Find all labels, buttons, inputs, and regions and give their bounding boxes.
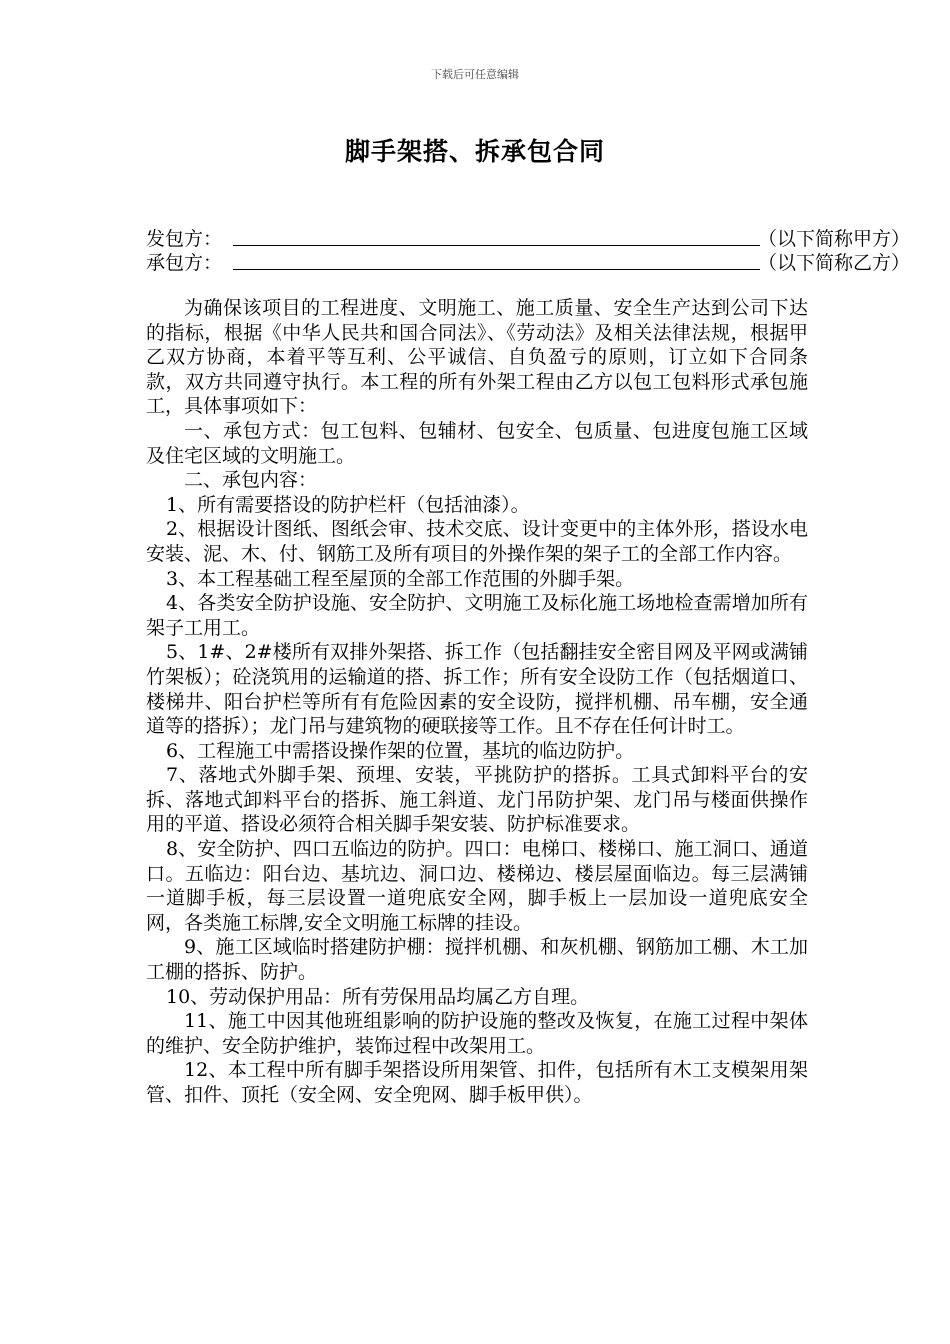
paragraph-item-3: 3、本工程基础工程至屋顶的全部工作范围的外脚手架。 [166, 567, 635, 590]
paragraph-item-1: 1、所有需要搭设的防护栏杆（包括油漆）。 [166, 493, 530, 516]
paragraph-item-12: 12、本工程中所有脚手架搭设所用架管、扣件，包括所有木工支模架用架管、扣件、顶托（安全网、安全兜网、脚手板甲供）。 [146, 1059, 808, 1106]
paragraph-section-1: 一、承包方式：包工包料、包辅材、包安全、包质量、包进度包施工区域及住宅区域的文明施工。 [146, 419, 808, 467]
party-suffix: （以下简称甲方） [758, 228, 911, 250]
party-suffix: （以下简称乙方） [758, 252, 911, 274]
paragraph-item-4: 4、各类安全防护设施、安全防护、文明施工及标化施工场地检查需增加所有架子工用工。 [146, 592, 808, 639]
paragraph-intro: 为确保该项目的工程进度、文明施工、施工质量、安全生产达到公司下达的指标，根据《中华人民共和国合同法》、《劳动法》及相关法律法规，根据甲乙双方协商，本着平等互利、公平诚信、自负盈亏的原则，订立如下合同条款，双方共同遵守执行。本工程的所有外架工程由乙方以包工包料形式承包施工，具体事项如下： [146, 297, 808, 418]
paragraph-section-2: 二、承包内容： [184, 469, 318, 492]
paragraph-item-2: 2、根据设计图纸、图纸会审、技术交底、设计变更中的主体外形，搭设水电安装、泥、木、付、钢筋工及所有项目的外操作架的架子工的全部工作内容。 [146, 518, 808, 565]
paragraph-item-7: 7、落地式外脚手架、预埋、安装，平挑防护的搭拆。工具式卸料平台的安拆、落地式卸料平台的搭拆、施工斜道、龙门吊防护架、龙门吊与楼面供操作用的平道、搭设必须符合相关脚手架安装、防护标准要求。 [146, 764, 808, 836]
party-label: 发包方： [146, 228, 223, 250]
fill-in-line [233, 245, 760, 246]
paragraph-item-10: 10、劳动保护用品：所有劳保用品均属乙方自理。 [166, 985, 590, 1008]
paragraph-item-9: 9、施工区域临时搭建防护棚：搅拌机棚、和灰机棚、钢筋加工棚、木工加工棚的搭拆、防护。 [146, 936, 808, 984]
paragraph-item-11: 11、施工中因其他班组影响的防护设施的整改及恢复，在施工过程中架体的维护、安全防护维护，装饰过程中改架用工。 [146, 1010, 808, 1057]
paragraph-item-8: 8、安全防护、四口五临边的防护。四口：电梯口、楼梯口、施工洞口、通道口。五临边：阳台边、基坑边、洞口边、楼梯边、楼层屋面临边。每三层满铺一道脚手板，每三层设置一道兜底安全网，脚手板上一层加设一道兜底安全网，各类施工标牌,安全文明施工标牌的挂设。 [146, 838, 808, 934]
paragraph-item-5: 5、1#、2#楼所有双排外架搭、拆工作（包括翻挂安全密目网及平网或满铺竹架板）；砼浇筑用的运输道的搭、拆工作；所有安全设防工作（包括烟道口、楼梯井、阳台护栏等所有有危险因素的安全设防，搅拌机棚、吊车棚，安全通道等的搭拆）；龙门吊与建筑物的硬联接等工作。且不存在任何计时工。 [146, 641, 808, 738]
party-contractor [146, 250, 911, 276]
paragraph-item-6: 6、工程施工中需搭设操作架的位置，基坑的临边防护。 [166, 739, 635, 762]
party-label: 承包方： [146, 252, 223, 274]
contract-body [146, 296, 808, 1108]
party-employer [146, 226, 911, 252]
contract-title: 脚手架搭、拆承包合同 [344, 137, 605, 166]
header-note: 下载后可任意编辑 [431, 68, 519, 81]
fill-in-line [233, 269, 760, 270]
